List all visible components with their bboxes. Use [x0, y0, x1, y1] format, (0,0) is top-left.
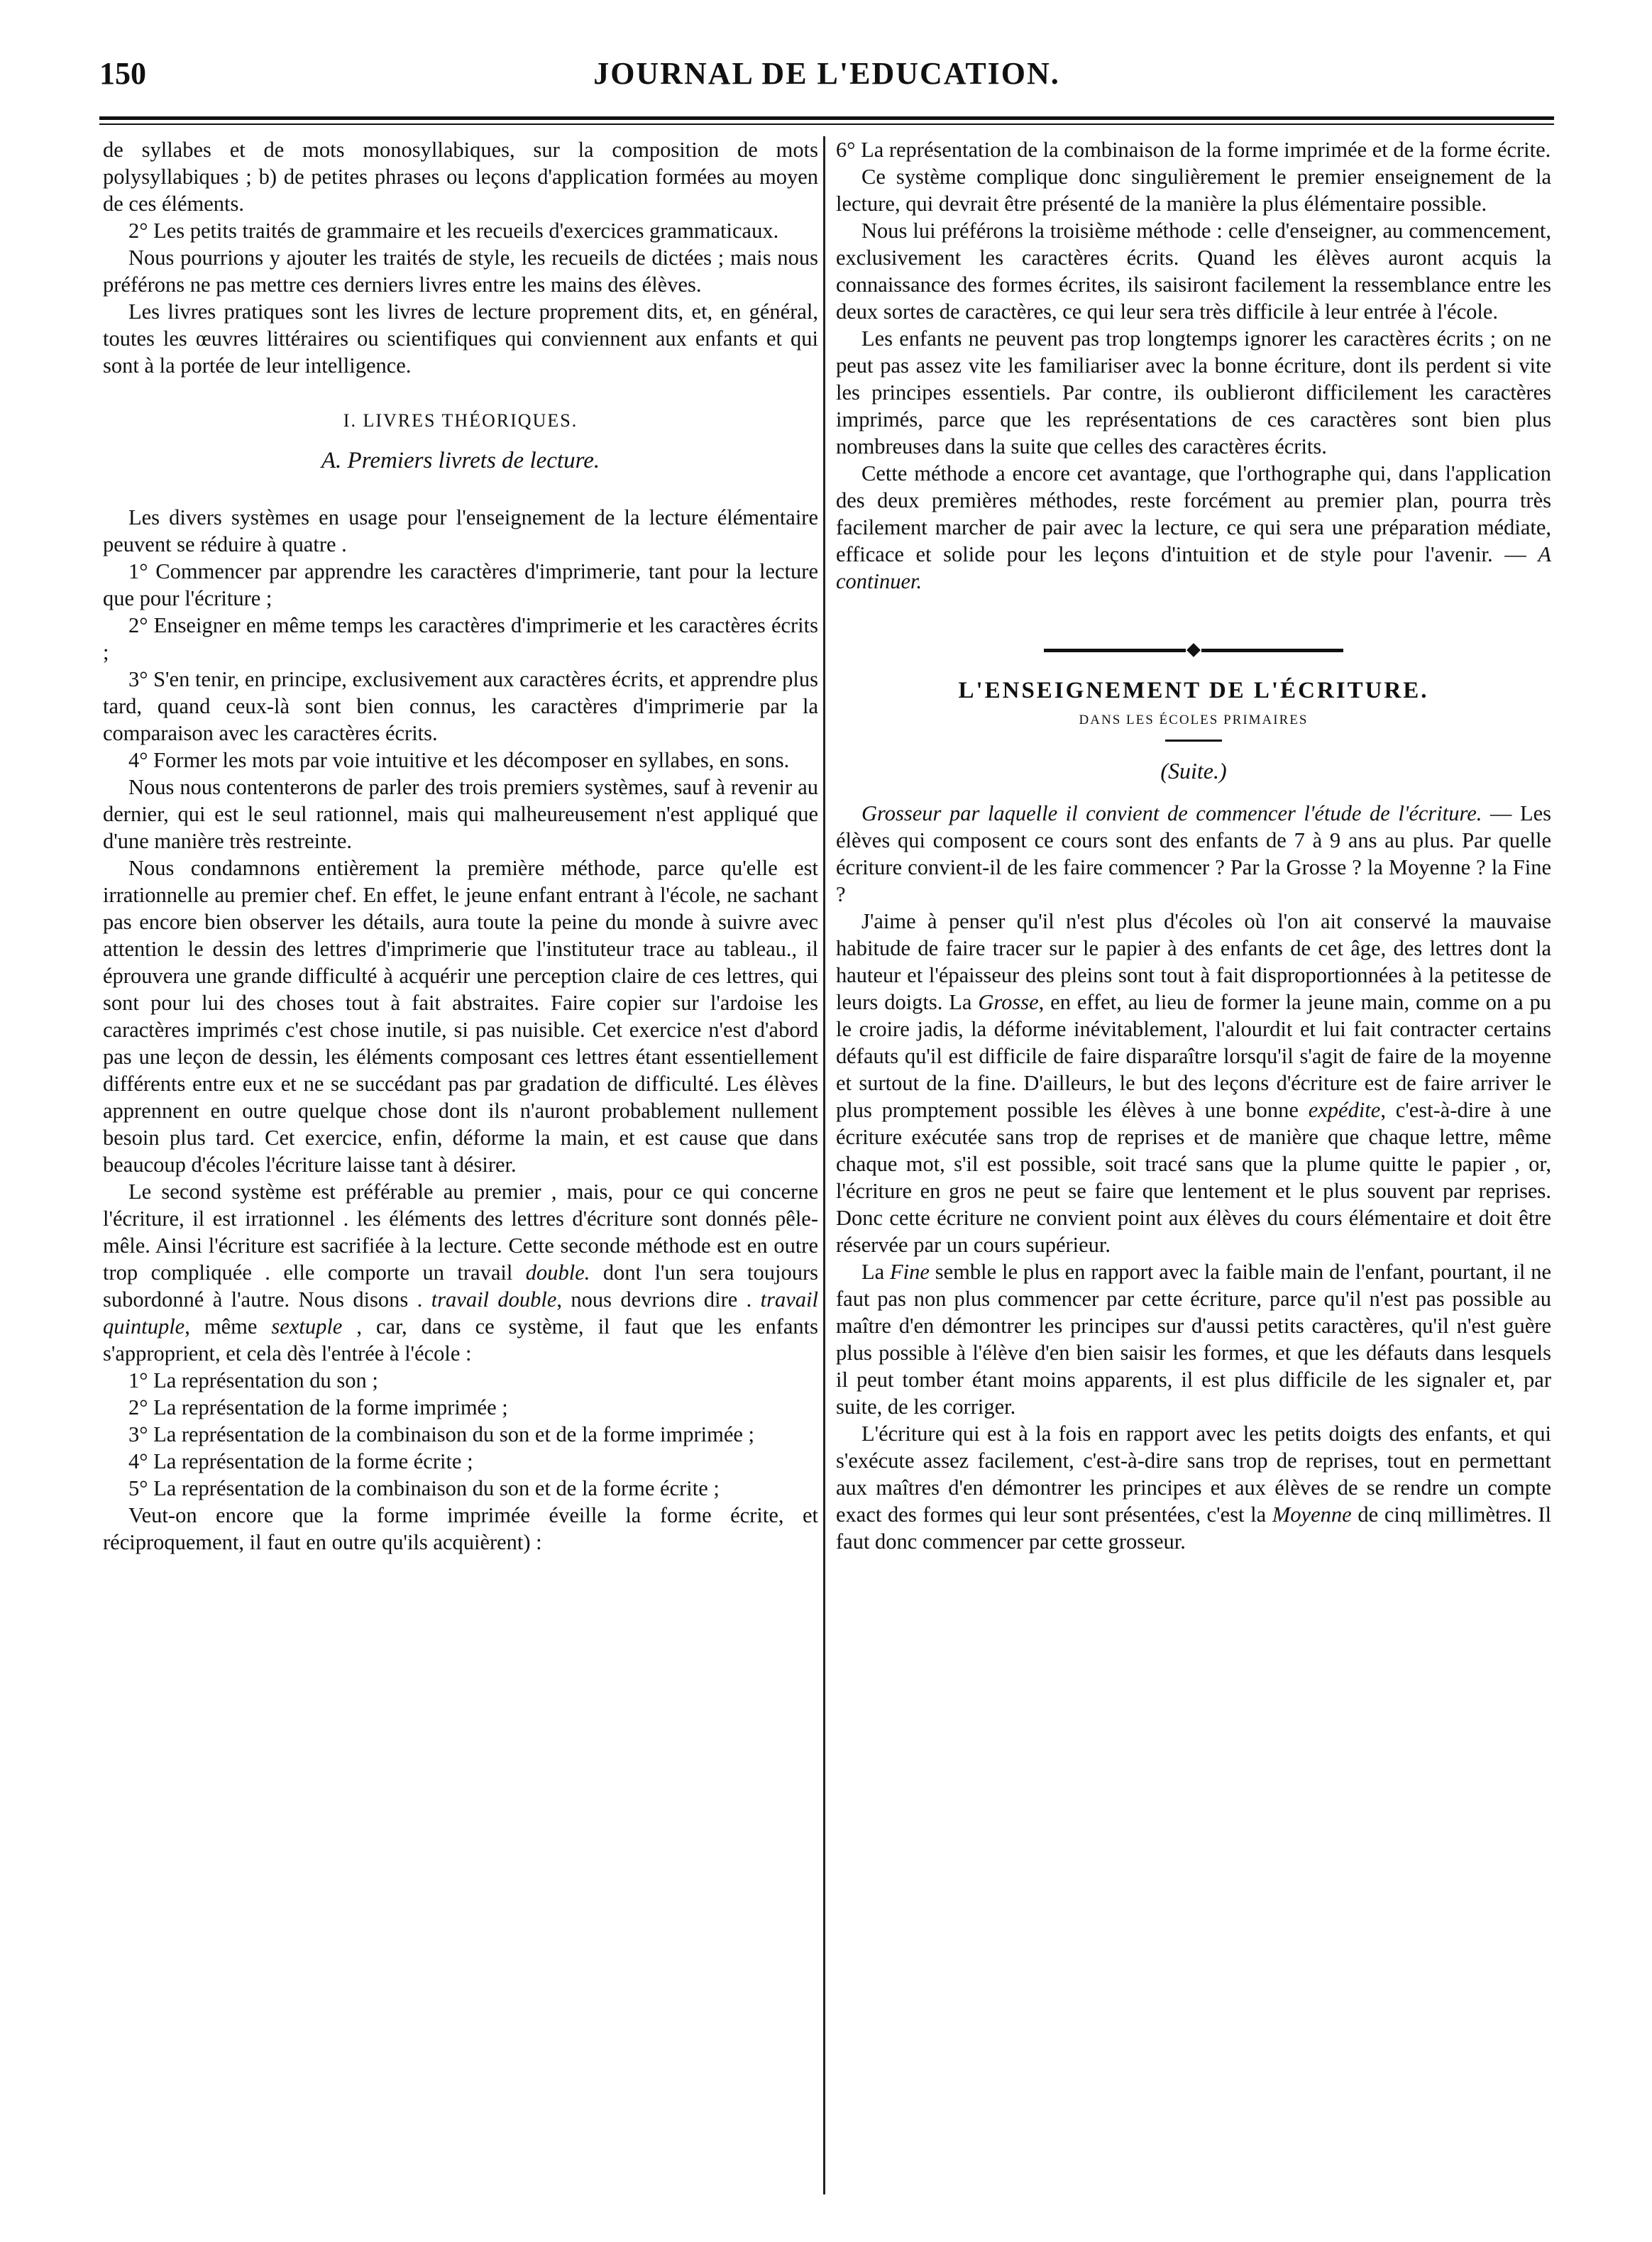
- list-item: 1° La représentation du son ;: [128, 1368, 378, 1392]
- list-item: 4° Former les mots par voie intuitive et les décomposer en syllabes, en sons.: [128, 748, 790, 772]
- emphasis: sextuple: [271, 1314, 343, 1339]
- paragraph: [836, 1420, 1551, 1555]
- text-run: Cette méthode a encore cet avantage, que l'orthographe qui, dans l'application des deux premières méthodes, reste forcément au premier plan, pourra très facilement marcher de pair avec la lecture, ce qui sera une préparation médiate, efficace et solide pour les leçons d'intuition et de style pour l'avenir. —: [836, 461, 1551, 566]
- paragraph: [836, 1258, 1551, 1420]
- text-run: La: [861, 1260, 891, 1284]
- text-run: semble le plus en rapport avec la faible main de l'enfant, pourtant, il ne faut pas non plus commencer par cette écriture, parce qu'il n'est pas possible au maître d'en démontrer les principes sur d'aussi petits caractères, qu'il n'est guère plus possible à l'élève d'en bien saisir les formes, et que les défauts dans lesquels il peut tomber étant moins apparents, il est plus difficile de les signaler et, par suite, de les corriger.: [836, 1260, 1551, 1419]
- emphasis: Moyenne: [1272, 1502, 1352, 1527]
- header-rule-thin: [99, 123, 1554, 125]
- paragraph: Les divers systèmes en usage pour l'enseignement de la lecture élémentaire peuvent se réduire à quatre .: [103, 505, 818, 556]
- list-item: 1° Commencer par apprendre les caractères d'imprimerie, tant pour la lecture que pour l'écriture ;: [103, 559, 818, 610]
- text-run: , même: [185, 1314, 272, 1339]
- text-run: , c'est-à-dire à une écriture exécutée sans trop de reprises et de manière que chaque lettre, même chaque mot, s'il est possible, soit tracé sans que la plume quitte le papier , or, l'écriture en gros ne peut se faire que lentement et le plus souvent par reprises. Donc cette écriture ne convient point aux élèves du cours élémentaire et doit être réservée par un cours supérieur.: [836, 1098, 1551, 1257]
- emphasis: travail double: [431, 1287, 557, 1312]
- short-rule: [1165, 740, 1222, 742]
- section-heading: I. LIVRES THÉORIQUES.: [343, 410, 578, 431]
- text-run: de cinq millimètres. Il faut donc commencer par cette grosseur.: [836, 1502, 1551, 1554]
- text-run: dont l'un sera toujours subordonné à l'autre. Nous disons .: [103, 1260, 818, 1312]
- paragraph: Les livres pratiques sont les livres de lecture proprement dits, et, en général, toutes les œuvres littéraires ou scientifiques qui conviennent aux enfants et qui sont à la portée de leur intelligence.: [103, 300, 818, 378]
- text-run: , car, dans ce système, il faut que les enfants s'approprient, et cela dès l'entrée à l'école :: [103, 1314, 818, 1365]
- list-item: 4° La représentation de la forme écrite ;: [128, 1449, 473, 1473]
- paragraph: Ce système complique donc singulièrement le premier enseignement de la lecture, qui devrait être présenté de la manière la plus élémentaire possible.: [836, 165, 1551, 216]
- right-column: [836, 136, 1551, 1555]
- text-run: , nous devrions dire .: [556, 1287, 761, 1312]
- text-run: J'aime à penser qu'il n'est plus d'écoles où l'on ait conservé la mauvaise habitude de faire tracer sur le papier à des enfants de cet âge, des lettres dont la hauteur et l'épaisseur des pleins sont tout à fait disproportionnées à la petitesse de leurs doigts. La: [836, 909, 1551, 1014]
- emphasis: Grosseur par laquelle il convient de commencer l'étude de l'écriture.: [861, 801, 1482, 825]
- paragraph: [836, 460, 1551, 595]
- paragraph: 6° La représentation de la combinaison de la forme imprimée et de la forme écrite.: [836, 138, 1551, 162]
- header-rule: [99, 116, 1554, 120]
- paragraph: 2° Les petits traités de grammaire et les recueils d'exercices grammaticaux.: [128, 219, 779, 243]
- paragraph: [103, 1178, 818, 1367]
- text-run: L'écriture qui est à la fois en rapport avec les petits doigts des enfants, et qui s'exécute assez facilement, c'est-à-dire sans trop de reprises, tout en permettant aux maîtres d'en démontrer les principes et aux élèves de se rendre un compte exact des formes qui leur sont présentées, c'est la: [836, 1422, 1551, 1527]
- text-run: , en effet, au lieu de former la jeune main, comme on a pu le croire jadis, la déforme inévitablement, l'alourdit et lui fait contracter certains défauts qu'il est difficile de faire disparaître lorsqu'il s'agit de faire de la moyenne et surtout de la fine. D'ailleurs, le but des leçons d'écriture est de faire arriver le plus promptement possible les élèves à une bonne: [836, 990, 1551, 1122]
- text-run: — Les élèves qui composent ce cours sont des enfants de 7 à 9 ans au plus. Par quelle écriture convient-il de les faire commencer ? Par la Grosse ? la Moyenne ? la Fine ?: [836, 801, 1551, 906]
- sub-heading: A. Premiers livrets de lecture.: [321, 448, 600, 473]
- paragraph: Les enfants ne peuvent pas trop longtemps ignorer les caractères écrits ; on ne peut pas assez vite les familiariser avec la bonne écriture, dont ils perdent si vite les principes essentiels. Par contre, ils oublieront difficilement les caractères imprimés, parce que les représentations de ces caractères sont bien plus nombreuses dans la suite que celles des caractères écrits.: [836, 326, 1551, 458]
- paragraph: Nous nous contenterons de parler des trois premiers systèmes, sauf à revenir au dernier, qui est le seul rationnel, mais qui malheureusement n'est appliqué que d'une manière très restreinte.: [103, 775, 818, 853]
- paragraph: de syllabes et de mots monosyllabiques, sur la composition de mots polysyllabiques ; b) de petites phrases ou leçons d'application formées au moyen de ces éléments.: [103, 138, 818, 216]
- paragraph: Veut-on encore que la forme imprimée éveille la forme écrite, et réciproquement, il faut en outre qu'ils acquièrent) :: [103, 1503, 818, 1554]
- paragraph: [836, 800, 1551, 908]
- journal-title: JOURNAL DE L'EDUCATION.: [593, 56, 1060, 91]
- emphasis: travail quintuple: [103, 1287, 819, 1339]
- emphasis: A continuer.: [836, 542, 1551, 593]
- suite-label: (Suite.): [1160, 758, 1227, 784]
- column-divider: [823, 136, 825, 2194]
- left-column: [103, 136, 818, 1556]
- page-number: 150: [99, 56, 146, 91]
- ornament-divider: [836, 634, 1551, 649]
- page-header: [99, 55, 1554, 105]
- article-title: L'ENSEIGNEMENT DE L'ÉCRITURE.: [958, 678, 1429, 703]
- paragraph: [836, 908, 1551, 1258]
- list-item: 3° La représentation de la combinaison du son et de la forme imprimée ;: [128, 1422, 755, 1446]
- list-item: 2° La représentation de la forme imprimée ;: [128, 1395, 508, 1419]
- list-item: 5° La représentation de la combinaison du son et de la forme écrite ;: [128, 1476, 720, 1500]
- emphasis: double.: [525, 1260, 590, 1285]
- list-item: 2° Enseigner en même temps les caractères d'imprimerie et les caractères écrits ;: [103, 613, 818, 664]
- emphasis: Fine: [890, 1260, 930, 1284]
- paragraph: Nous pourrions y ajouter les traités de style, les recueils de dictées ; mais nous préférons ne pas mettre ces derniers livres entre les mains des élèves.: [103, 246, 818, 297]
- text-run: Le second système est préférable au premier , mais, pour ce qui concerne l'écriture, il est irrationnel . les éléments des lettres d'écriture sont donnés pêle-mêle. Ainsi l'écriture est sacrifiée à la lecture. Cette seconde méthode est en outre trop compliquée . elle comporte un travail: [103, 1180, 818, 1285]
- paragraph: Nous condamnons entièrement la première méthode, parce qu'elle est irrationnelle au premier chef. En effet, le jeune enfant entrant à l'école, ne sachant pas encore bien observer les détails, aura toute la peine du monde à suivre avec attention le dessin des lettres d'imprimerie que l'instituteur trace au tableau., il éprouvera une grande difficulté à acquérir une perception claire de ces lettres, qui sont pour lui des choses tout à fait abstraites. Faire copier sur l'ardoise les caractères imprimés c'est chose inutile, si pas nuisible. Cet exercice n'est d'abord pas une leçon de dessin, les éléments composant ces lettres étant essentiellement différents entre eux et ne se succédant pas par gradation de difficulté. Les élèves apprennent en outre quelque chose dont ils n'auront probablement nullement besoin plus tard. Cet exercice, enfin, déforme la main, et est cause que dans beaucoup d'écoles l'écriture laisse tant à désirer.: [103, 856, 818, 1177]
- list-item: 3° S'en tenir, en principe, exclusivement aux caractères écrits, et apprendre plus tard, quand ceux-là sont bien connus, les caractères d'imprimerie par la comparaison avec les caractères écrits.: [103, 667, 818, 745]
- emphasis: Grosse: [978, 990, 1039, 1014]
- paragraph: Nous lui préférons la troisième méthode : celle d'enseigner, au commencement, exclusivement les caractères écrits. Quand les élèves auront acquis la connaissance des formes écrites, ils saisiront facilement la ressemblance entre les deux sortes de caractères, ce qui leur sera très difficile à leur entrée à l'école.: [836, 219, 1551, 324]
- article-subtitle: DANS LES ÉCOLES PRIMAIRES: [1079, 713, 1309, 727]
- emphasis: expédite: [1308, 1098, 1381, 1122]
